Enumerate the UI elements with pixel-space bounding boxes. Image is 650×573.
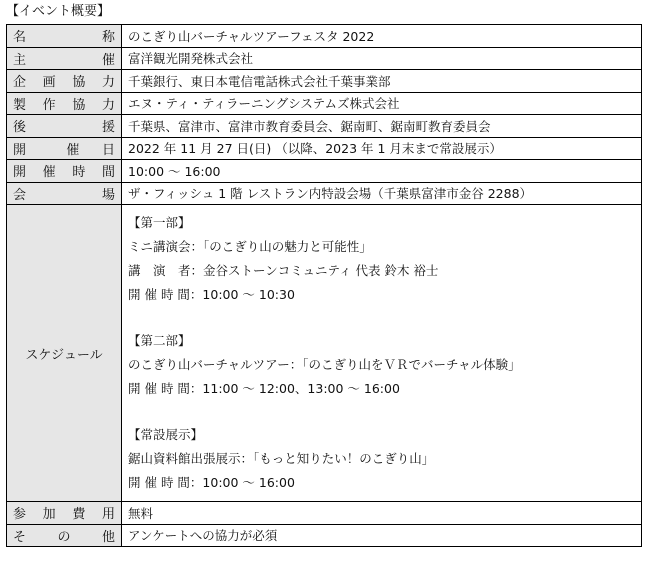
row-label: 開 催 時 間 <box>7 160 122 183</box>
part1-line: 開 催 時 間：10:00 〜 10:30 <box>128 287 295 302</box>
row-label: 名 称 <box>7 25 122 48</box>
schedule-label: スケジュール <box>7 205 122 502</box>
row-label: 会 場 <box>7 182 122 205</box>
table-row <box>7 137 642 160</box>
row-value: 千葉県、富津市、富津市教育委員会、鋸南町、鋸南町教育委員会 <box>122 115 642 138</box>
part2-line: 開 催 時 間：11:00 〜 12:00、13:00 〜 16:00 <box>128 381 400 396</box>
schedule-content <box>122 205 642 502</box>
part2-line: のこぎり山バーチャルツアー：「のこぎり山をＶＲでバーチャル体験」 <box>128 357 521 372</box>
event-overview-table <box>6 24 642 547</box>
row-value: 10:00 〜 16:00 <box>122 160 642 183</box>
table-row <box>7 25 642 48</box>
row-value: ザ・フィッシュ 1 階 レストラン内特設会場（千葉県富津市金谷 2288） <box>122 182 642 205</box>
part1-line: 講 演 者：金谷ストーンコミュニティ 代表 鈴木 裕士 <box>128 263 439 278</box>
row-value: のこぎり山バーチャルツアーフェスタ 2022 <box>122 25 642 48</box>
table-row <box>7 115 642 138</box>
row-value: エヌ・ティ・ティラーニングシステムズ株式会社 <box>122 92 642 115</box>
row-label: そ の 他 <box>7 524 122 547</box>
row-label: 後 援 <box>7 115 122 138</box>
table-row <box>7 502 642 525</box>
row-label: 開 催 日 <box>7 137 122 160</box>
part3-title: 【常設展示】 <box>128 427 204 442</box>
part3-line: 鋸山資料館出張展示：「もっと知りたい！のこぎり山」 <box>128 451 435 466</box>
table-row <box>7 47 642 70</box>
row-value: 千葉銀行、東日本電信電話株式会社千葉事業部 <box>122 70 642 93</box>
row-value: 富洋観光開発株式会社 <box>122 47 642 70</box>
row-label: 主 催 <box>7 47 122 70</box>
section-heading: 【イベント概要】 <box>6 4 111 19</box>
part3-line: 開 催 時 間：10:00 〜 16:00 <box>128 475 295 490</box>
row-value: 無料 <box>122 502 642 525</box>
table-row <box>7 524 642 547</box>
schedule-row <box>7 205 642 502</box>
table-row <box>7 160 642 183</box>
row-label: 企 画 協 力 <box>7 70 122 93</box>
row-label: 参 加 費 用 <box>7 502 122 525</box>
table-row <box>7 182 642 205</box>
part2-title: 【第二部】 <box>128 333 191 348</box>
part1-title: 【第一部】 <box>128 215 191 230</box>
row-value: 2022 年 11 月 27 日(日) （以降、2023 年 1 月末まで常設展示） <box>122 137 642 160</box>
part1-line: ミニ講演会：「のこぎり山の魅力と可能性」 <box>128 239 372 254</box>
row-value: アンケートへの協力が必須 <box>122 524 642 547</box>
table-row <box>7 70 642 93</box>
row-label: 製 作 協 力 <box>7 92 122 115</box>
table-row <box>7 92 642 115</box>
